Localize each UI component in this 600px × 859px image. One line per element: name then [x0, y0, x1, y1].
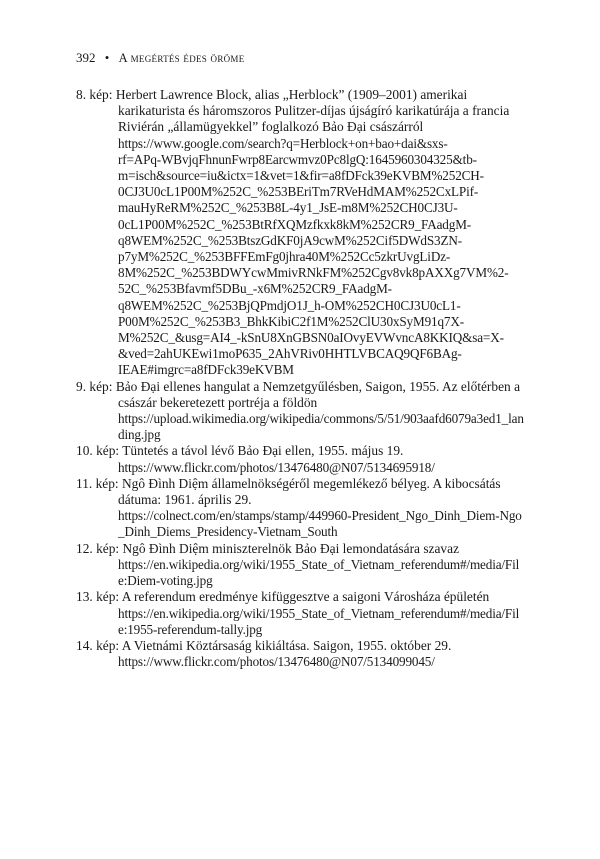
entry-url-line[interactable]: 52C_%253Bfavmf5DBu_-x6M%252CR9_FAadgM- [118, 281, 392, 297]
credit-entry-14 [76, 638, 527, 670]
entry-url-line[interactable]: &ved=2ahUKEwi1moP635_2AhVRiv0HHTLVBCAQ9QF6BAg- [118, 346, 462, 362]
entry-url-line[interactable]: P00M%252C_%253B3_BhkKibiC2f1M%252ClU30xSyM91q7X- [118, 313, 464, 329]
credit-entry-13 [76, 589, 527, 638]
entry-label: 9. kép: [76, 378, 113, 394]
entry-url-line[interactable]: https://www.google.com/search?q=Herblock+on+bao+dai&sxs- [118, 135, 448, 151]
entry-url[interactable]: https://upload.wikimedia.org/wikipedia/commons/5/51/903aafd6079a3ed1_landing.jpg [118, 411, 524, 443]
entry-url-line[interactable]: 0CJ3U0cL1P00M%252C_%253BEriTm7RVeHdMAM%252CxLPif- [118, 184, 479, 200]
credit-entry-10 [76, 443, 527, 475]
entry-url[interactable]: https://en.wikipedia.org/wiki/1955_State_of_Vietnam_referendum#/media/File:Diem-voting.jpg [118, 556, 520, 589]
entry-caption: A Vietnámi Köztársaság kikiáltása. Saigon, 1955. október 29. [121, 637, 452, 653]
entry-url-line[interactable]: 0cL1P00M%252C_%253BtRfXQMzfkxk8kM%252CR9_FAadgM- [118, 216, 472, 232]
credit-entry-11 [76, 476, 527, 541]
entry-url[interactable]: https://www.flickr.com/photos/13476480@N07/5134099045/ [118, 654, 435, 670]
entry-url-line[interactable]: p7yM%252C_%253BFFEmFg0jhra40M%252Cc5zkrUvgLiDz- [118, 249, 451, 265]
entry-caption: A referendum eredménye kifüggesztve a saigoni Városháza épületén [121, 589, 490, 605]
entry-caption: Ngô Đình Diệm miniszterelnök Bảo Đại lemondatására szavaz [122, 540, 460, 556]
entry-caption: Herbert Lawrence Block, alias „Herblock” (1909–2001) amerikai karikaturista és háromszoros Pulitzer-díjas újságíró karikatúrája a francia Riviérán „államügyekkel” foglalkozó Bảo Đại császárról [115, 87, 510, 135]
credit-entry-12 [76, 541, 527, 590]
entry-url-line[interactable]: 8M%252C_%253BDWYcwMmivRNkFM%252Cgv8vk8pAXXg7VM%2- [118, 265, 509, 281]
entry-label: 13. kép: [76, 589, 120, 605]
credit-entry-8 [76, 87, 527, 379]
entry-label: 14. kép: [76, 637, 120, 653]
entry-url[interactable]: https://www.flickr.com/photos/13476480@N07/5134695918/ [118, 459, 435, 475]
entry-url-line[interactable]: rf=APq-WBvjqFhnunFwrp8Earcwmvz0Pc8lgQ:1645960304325&tb- [118, 151, 477, 167]
entry-label: 11. kép: [76, 475, 119, 491]
entry-url-line[interactable]: M%252C_&usg=AI4_-kSnU8XnGBSN0aIOvyEVWvncA8KKIQ&sa=X- [118, 330, 504, 346]
entry-caption: Bảo Đại ellenes hangulat a Nemzetgyűlésben, Saigon, 1955. Az előtérben a császár bekeretezett portréja a földön [115, 378, 521, 410]
entry-url-line[interactable]: m=isch&source=iu&ictx=1&vet=1&fir=a8fDFck39eKVBM%252CH- [118, 168, 484, 184]
entry-url[interactable]: https://en.wikipedia.org/wiki/1955_State_of_Vietnam_referendum#/media/File:1955-referendum-tally.jpg [118, 605, 520, 637]
entry-caption: Tüntetés a távol lévő Bảo Đại ellen, 1955. május 19. [122, 443, 404, 459]
entry-label: 12. kép: [76, 540, 120, 556]
header-bullet: • [104, 50, 110, 65]
entry-url-line[interactable]: IEAE#imgrc=a8fDFck39eKVBM [118, 362, 294, 378]
entry-url[interactable]: https://colnect.com/en/stamps/stamp/449960-President_Ngo_Dinh_Diem-Ngo_Dinh_Diems_Presidency-Vietnam_South [118, 508, 522, 540]
running-title: A megértés édes öröme [118, 51, 245, 65]
entry-url-line[interactable]: q8WEM%252C_%253BtszGdKF0jA9cwM%252Cif5DWdS3ZN- [118, 232, 463, 248]
entry-label: 8. kép: [76, 87, 113, 102]
credit-entry-9 [76, 379, 527, 444]
entry-caption: Ngô Đình Diệm államelnökségéről megemlékező bélyeg. A kibocsátás dátuma: 1961. április 29. [118, 475, 501, 508]
entry-url[interactable] [118, 136, 527, 379]
image-credits-list [76, 87, 527, 670]
entry-url-line[interactable]: q8WEM%252C_%253BjQPmdjO1J_h-OM%252CH0CJ3U0cL1- [118, 297, 461, 313]
entry-label: 10. kép: [76, 443, 120, 459]
entry-url-line[interactable]: mauHyReRM%252C_%253B8L-4y1_JsE-m8M%252CH0CJ3U- [118, 200, 458, 216]
page-number: 392 [76, 50, 96, 65]
running-header [76, 50, 245, 66]
